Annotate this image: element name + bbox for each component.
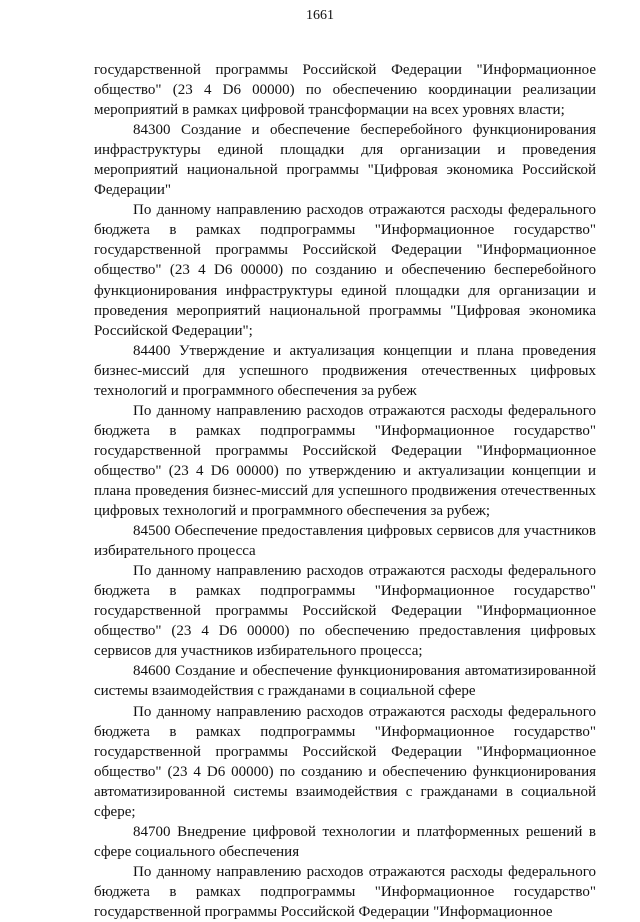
- paragraph-heading-84500: 84500 Обеспечение предоставления цифровых сервисов для участников избирательного процесса: [94, 523, 596, 560]
- paragraph-description-84300: По данному направлению расходов отражаются расходы федерального бюджета в рамках подпрограммы "Информационное государство" государственной программы Российской Федерации "Информационное общество" (23 4 D6 00000) по созданию и обеспечению бесперебойного функционирования инфраструктуры единой площадки для организации и проведения мероприятий национальной программы "Цифровая экономика Российской Федерации";: [94, 202, 596, 339]
- paragraph-heading-84400: 84400 Утверждение и актуализация концепции и плана проведения бизнес-миссий для успешного продвижения отечественных цифровых технологий и программного обеспечения за рубеж: [94, 342, 596, 399]
- paragraph-heading-84600: 84600 Создание и обеспечение функционирования автоматизированной системы взаимодействия с гражданами в социальной сфере: [94, 663, 596, 700]
- paragraph-description-84600: По данному направлению расходов отражаются расходы федерального бюджета в рамках подпрограммы "Информационное государство" государственной программы Российской Федерации "Информационное общество" (23 4 D6 00000) по созданию и обеспечению функционирования автоматизированной системы взаимодействия с гражданами в социальной сфере;: [94, 703, 596, 820]
- paragraph-description-84500: По данному направлению расходов отражаются расходы федерального бюджета в рамках подпрограммы "Информационное государство" государственной программы Российской Федерации "Информационное общество" (23 4 D6 00000) по обеспечению предоставления цифровых сервисов для участников избирательного процесса;: [94, 563, 596, 660]
- paragraph-description-84400: По данному направлению расходов отражаются расходы федерального бюджета в рамках подпрограммы "Информационное государство" государственной программы Российской Федерации "Информационное общество" (23 4 D6 00000) по утверждению и актуализации концепции и плана проведения бизнес-миссий для успешного продвижения отечественных цифровых технологий и программного обеспечения за рубеж;: [94, 402, 596, 520]
- paragraph-heading-84700: 84700 Внедрение цифровой технологии и платформенных решений в сфере социального обеспечения: [94, 823, 596, 860]
- document-body: [94, 60, 596, 922]
- paragraph-continuation: государственной программы Российской Федерации "Информационное общество" (23 4 D6 00000) по обеспечению координации реализации мероприятий в рамках цифровой трансформации на всех уровнях власти;: [94, 62, 596, 119]
- paragraph-description-84700: По данному направлению расходов отражаются расходы федерального бюджета в рамках подпрограммы "Информационное государство" государственной программы Российской Федерации "Информационное: [94, 863, 596, 920]
- paragraph-heading-84300: 84300 Создание и обеспечение бесперебойного функционирования инфраструктуры единой площадки для организации и проведения мероприятий национальной программы "Цифровая экономика Российской Федерации": [94, 122, 596, 199]
- page-number: 1661: [306, 8, 334, 23]
